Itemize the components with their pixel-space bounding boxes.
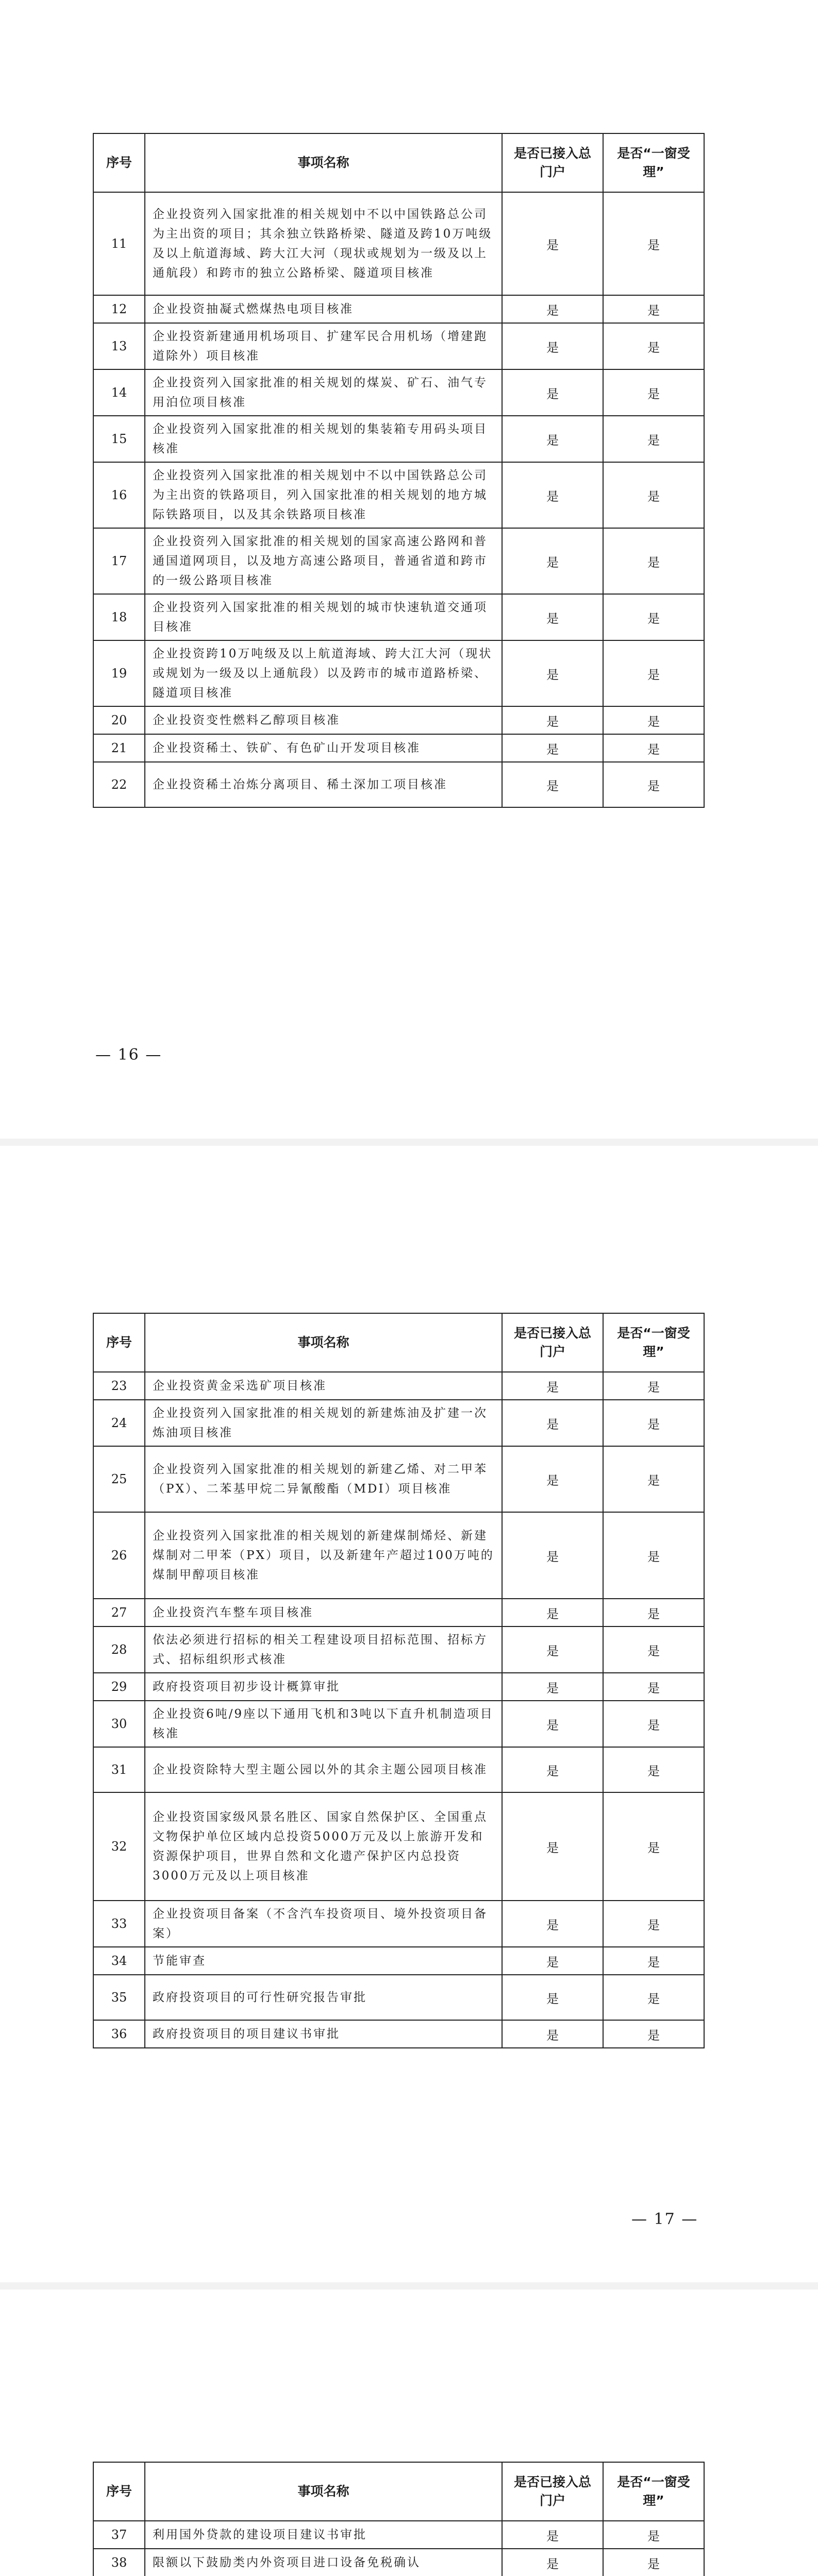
window-status: 是 — [603, 295, 704, 323]
item-name: 节能审查 — [145, 1947, 502, 1975]
portal-status: 是 — [502, 1626, 603, 1673]
table-row — [93, 762, 704, 807]
row-number: 21 — [93, 734, 145, 762]
header-name: 事项名称 — [145, 2462, 502, 2521]
row-number: 34 — [93, 1947, 145, 1975]
table-row — [93, 462, 704, 528]
header-portal: 是否已接入总门户 — [502, 133, 603, 192]
table-row — [93, 1747, 704, 1792]
window-status: 是 — [603, 706, 704, 734]
item-name: 企业投资列入国家批准的相关规划中不以中国铁路总公司为主出资的项目；其余独立铁路桥梁、隧道及跨10万吨级及以上航道海域、跨大江大河（现状或规划为一级及以上通航段）和跨市的独立公路桥梁、隧道项目核准 — [145, 192, 502, 295]
row-number: 35 — [93, 1975, 145, 2020]
row-number: 31 — [93, 1747, 145, 1792]
portal-status: 是 — [502, 1747, 603, 1792]
portal-status: 是 — [502, 1400, 603, 1446]
portal-status: 是 — [502, 1947, 603, 1975]
window-status: 是 — [603, 594, 704, 640]
window-status: 是 — [603, 1901, 704, 1947]
window-status: 是 — [603, 1512, 704, 1599]
table-row — [93, 1673, 704, 1701]
item-name: 政府投资项目的项目建议书审批 — [145, 2020, 502, 2048]
table-row — [93, 640, 704, 706]
table-header-row — [93, 133, 704, 192]
table-row — [93, 1446, 704, 1512]
table-row — [93, 369, 704, 416]
table-row — [93, 2549, 704, 2576]
table-row — [93, 1372, 704, 1400]
table-row — [93, 1626, 704, 1673]
row-number: 14 — [93, 369, 145, 416]
table-row — [93, 1400, 704, 1446]
item-name: 企业投资国家级风景名胜区、国家自然保护区、全国重点文物保护单位区域内总投资5000万元及以上旅游开发和资源保护项目，世界自然和文化遗产保护区内总投资3000万元及以上项目核准 — [145, 1792, 502, 1901]
window-status: 是 — [603, 734, 704, 762]
portal-status: 是 — [502, 1446, 603, 1512]
portal-status: 是 — [502, 416, 603, 462]
row-number: 26 — [93, 1512, 145, 1599]
portal-status: 是 — [502, 1673, 603, 1701]
row-number: 25 — [93, 1446, 145, 1512]
table-row — [93, 594, 704, 640]
table-row — [93, 1701, 704, 1747]
portal-status: 是 — [502, 528, 603, 594]
portal-status: 是 — [502, 640, 603, 706]
table-row — [93, 528, 704, 594]
header-portal: 是否已接入总门户 — [502, 2462, 603, 2521]
portal-status: 是 — [502, 706, 603, 734]
items-table-page-18 — [93, 2462, 705, 2576]
page-number-16: — 16 — — [95, 1046, 162, 1064]
portal-status: 是 — [502, 1599, 603, 1626]
page-number-17: — 17 — — [631, 2210, 698, 2228]
window-status: 是 — [603, 1975, 704, 2020]
item-name: 依法必须进行招标的相关工程建设项目招标范围、招标方式、招标组织形式核准 — [145, 1626, 502, 1673]
table-row — [93, 1947, 704, 1975]
window-status: 是 — [603, 416, 704, 462]
portal-status: 是 — [502, 1512, 603, 1599]
portal-status: 是 — [502, 1975, 603, 2020]
item-name: 限额以下鼓励类内外资项目进口设备免税确认 — [145, 2549, 502, 2576]
window-status: 是 — [603, 640, 704, 706]
portal-status: 是 — [502, 734, 603, 762]
table-row — [93, 323, 704, 369]
portal-status: 是 — [502, 2549, 603, 2576]
item-name: 企业投资新建通用机场项目、扩建军民合用机场（增建跑道除外）项目核准 — [145, 323, 502, 369]
row-number: 30 — [93, 1701, 145, 1747]
window-status: 是 — [603, 2020, 704, 2048]
row-number: 32 — [93, 1792, 145, 1901]
portal-status: 是 — [502, 462, 603, 528]
window-status: 是 — [603, 528, 704, 594]
window-status: 是 — [603, 369, 704, 416]
row-number: 28 — [93, 1626, 145, 1673]
item-name: 企业投资列入国家批准的相关规划中不以中国铁路总公司为主出资的铁路项目，列入国家批准的相关规划的地方城际铁路项目，以及其余铁路项目核准 — [145, 462, 502, 528]
table-row — [93, 1792, 704, 1901]
table-row — [93, 2521, 704, 2549]
row-number: 29 — [93, 1673, 145, 1701]
window-status: 是 — [603, 1372, 704, 1400]
page-separator — [0, 2282, 818, 2290]
window-status: 是 — [603, 1626, 704, 1673]
portal-status: 是 — [502, 1792, 603, 1901]
header-name: 事项名称 — [145, 1313, 502, 1372]
item-name: 企业投资列入国家批准的相关规划的新建煤制烯烃、新建煤制对二甲苯（PX）项目，以及新建年产超过100万吨的煤制甲醇项目核准 — [145, 1512, 502, 1599]
header-no: 序号 — [93, 133, 145, 192]
window-status: 是 — [603, 1446, 704, 1512]
table-row — [93, 416, 704, 462]
header-window: 是否“一窗受理” — [603, 2462, 704, 2521]
window-status: 是 — [603, 2549, 704, 2576]
portal-status: 是 — [502, 2521, 603, 2549]
table-row — [93, 295, 704, 323]
table-row — [93, 734, 704, 762]
header-no: 序号 — [93, 1313, 145, 1372]
table-row — [93, 1512, 704, 1599]
item-name: 企业投资列入国家批准的相关规划的新建乙烯、对二甲苯（PX）、二苯基甲烷二异氰酸酯（MDI）项目核准 — [145, 1446, 502, 1512]
table-header-row — [93, 2462, 704, 2521]
row-number: 19 — [93, 640, 145, 706]
item-name: 政府投资项目初步设计概算审批 — [145, 1673, 502, 1701]
window-status: 是 — [603, 192, 704, 295]
item-name: 企业投资稀土冶炼分离项目、稀土深加工项目核准 — [145, 762, 502, 807]
header-no: 序号 — [93, 2462, 145, 2521]
item-name: 企业投资黄金采选矿项目核准 — [145, 1372, 502, 1400]
row-number: 20 — [93, 706, 145, 734]
portal-status: 是 — [502, 1372, 603, 1400]
header-window: 是否“一窗受理” — [603, 133, 704, 192]
header-name: 事项名称 — [145, 133, 502, 192]
item-name: 企业投资项目备案（不含汽车投资项目、境外投资项目备案） — [145, 1901, 502, 1947]
window-status: 是 — [603, 1747, 704, 1792]
portal-status: 是 — [502, 762, 603, 807]
portal-status: 是 — [502, 369, 603, 416]
item-name: 企业投资列入国家批准的相关规划的城市快速轨道交通项目核准 — [145, 594, 502, 640]
portal-status: 是 — [502, 323, 603, 369]
window-status: 是 — [603, 1792, 704, 1901]
item-name: 企业投资跨10万吨级及以上航道海域、跨大江大河（现状或规划为一级及以上通航段）以及跨市的城市道路桥梁、隧道项目核准 — [145, 640, 502, 706]
portal-status: 是 — [502, 1901, 603, 1947]
header-window: 是否“一窗受理” — [603, 1313, 704, 1372]
item-name: 企业投资列入国家批准的相关规划的新建炼油及扩建一次炼油项目核准 — [145, 1400, 502, 1446]
item-name: 政府投资项目的可行性研究报告审批 — [145, 1975, 502, 2020]
item-name: 企业投资列入国家批准的相关规划的国家高速公路网和普通国道网项目，以及地方高速公路项目，普通省道和跨市的一级公路项目核准 — [145, 528, 502, 594]
row-number: 24 — [93, 1400, 145, 1446]
item-name: 企业投资6吨/9座以下通用飞机和3吨以下直升机制造项目核准 — [145, 1701, 502, 1747]
table-row — [93, 1599, 704, 1626]
row-number: 12 — [93, 295, 145, 323]
portal-status: 是 — [502, 192, 603, 295]
table-row — [93, 1901, 704, 1947]
window-status: 是 — [603, 323, 704, 369]
item-name: 企业投资列入国家批准的相关规划的集装箱专用码头项目核准 — [145, 416, 502, 462]
portal-status: 是 — [502, 594, 603, 640]
row-number: 16 — [93, 462, 145, 528]
window-status: 是 — [603, 1947, 704, 1975]
row-number: 38 — [93, 2549, 145, 2576]
item-name: 企业投资列入国家批准的相关规划的煤炭、矿石、油气专用泊位项目核准 — [145, 369, 502, 416]
table-row — [93, 192, 704, 295]
table-body — [93, 1372, 704, 2048]
window-status: 是 — [603, 1673, 704, 1701]
row-number: 36 — [93, 2020, 145, 2048]
window-status: 是 — [603, 1701, 704, 1747]
row-number: 11 — [93, 192, 145, 295]
row-number: 27 — [93, 1599, 145, 1626]
item-name: 企业投资变性燃料乙醇项目核准 — [145, 706, 502, 734]
table-header-row — [93, 1313, 704, 1372]
portal-status: 是 — [502, 2020, 603, 2048]
item-name: 企业投资汽车整车项目核准 — [145, 1599, 502, 1626]
row-number: 15 — [93, 416, 145, 462]
window-status: 是 — [603, 462, 704, 528]
items-table-page-16 — [93, 133, 705, 808]
page-separator — [0, 1139, 818, 1146]
row-number: 33 — [93, 1901, 145, 1947]
window-status: 是 — [603, 762, 704, 807]
row-number: 13 — [93, 323, 145, 369]
window-status: 是 — [603, 1400, 704, 1446]
window-status: 是 — [603, 2521, 704, 2549]
table-body — [93, 2521, 704, 2576]
item-name: 企业投资除特大型主题公园以外的其余主题公园项目核准 — [145, 1747, 502, 1792]
item-name: 企业投资抽凝式燃煤热电项目核准 — [145, 295, 502, 323]
item-name: 企业投资稀土、铁矿、有色矿山开发项目核准 — [145, 734, 502, 762]
row-number: 23 — [93, 1372, 145, 1400]
window-status: 是 — [603, 1599, 704, 1626]
table-row — [93, 2020, 704, 2048]
portal-status: 是 — [502, 1701, 603, 1747]
table-row — [93, 706, 704, 734]
portal-status: 是 — [502, 295, 603, 323]
table-body — [93, 192, 704, 807]
row-number: 37 — [93, 2521, 145, 2549]
table-row — [93, 1975, 704, 2020]
row-number: 18 — [93, 594, 145, 640]
row-number: 17 — [93, 528, 145, 594]
header-portal: 是否已接入总门户 — [502, 1313, 603, 1372]
items-table-page-17 — [93, 1313, 705, 2048]
item-name: 利用国外贷款的建设项目建议书审批 — [145, 2521, 502, 2549]
row-number: 22 — [93, 762, 145, 807]
